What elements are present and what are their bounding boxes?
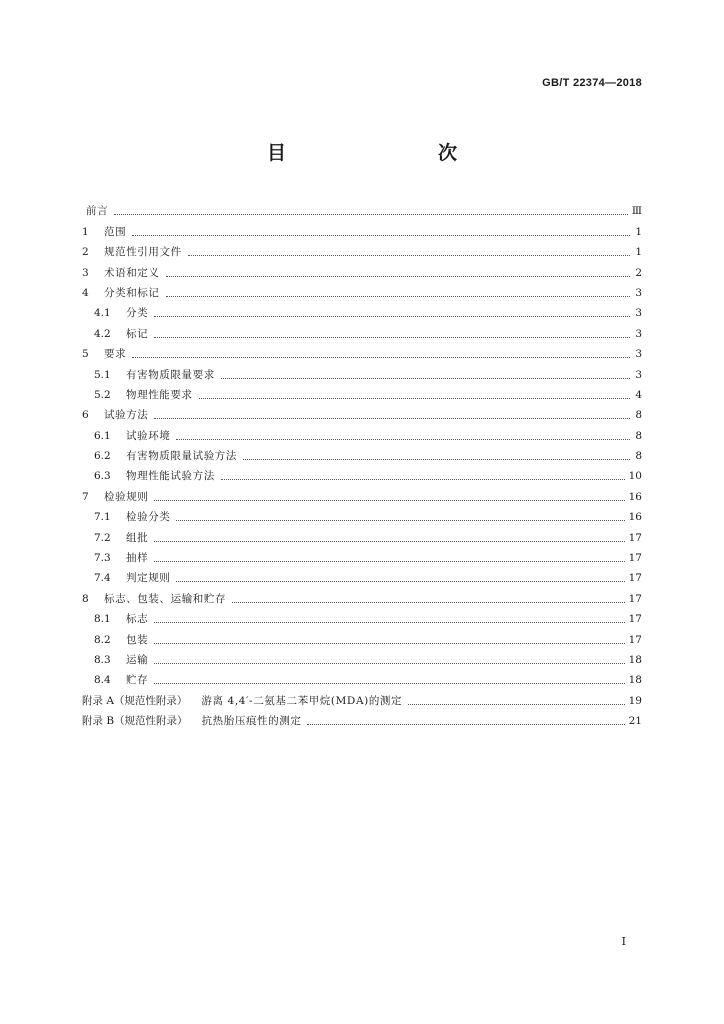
toc-entry-page: 18: [628, 674, 642, 687]
toc-entry-page: 10: [628, 470, 642, 483]
toc-entry[interactable]: [82, 647, 642, 667]
table-of-contents: [82, 198, 642, 728]
page-number: I: [621, 935, 626, 948]
toc-entry-title: 规范性引用文件: [104, 246, 182, 259]
toc-entry-page: 1: [635, 225, 642, 238]
toc-entry-page: 1: [635, 246, 642, 259]
toc-entry-title: 检验规则: [104, 490, 149, 503]
standard-code: GB/T 22374—2018: [542, 77, 642, 89]
toc-entry-number: 7: [82, 490, 89, 503]
toc-entry-page: 17: [628, 592, 642, 605]
toc-entry-page: 21: [628, 715, 642, 728]
toc-entry[interactable]: [82, 626, 642, 646]
toc-leader-dots: [199, 397, 630, 399]
toc-leader-dots: [154, 682, 624, 684]
toc-entry-title: 游离 4,4′-二氨基二苯甲烷(MDA)的测定: [201, 694, 403, 707]
toc-entry-number: 8.1: [94, 613, 111, 626]
toc-entry[interactable]: [82, 300, 642, 320]
toc-entry-number: 8.2: [94, 633, 111, 646]
toc-entry-number: 3: [82, 266, 89, 279]
toc-entry-title: 有害物质限量要求: [126, 368, 215, 381]
toc-leader-dots: [154, 621, 624, 623]
toc-leader-dots: [154, 642, 624, 644]
toc-entry-title: 物理性能试验方法: [126, 470, 215, 483]
toc-entry-title: 检验分类: [126, 511, 171, 524]
toc-leader-dots: [154, 560, 624, 562]
toc-entry-page: 18: [628, 653, 642, 666]
toc-entry[interactable]: [82, 280, 642, 300]
toc-entry-page: 3: [635, 348, 642, 361]
toc-entry-number: 8.4: [94, 674, 111, 687]
toc-entry-page: 17: [628, 633, 642, 646]
toc-leader-dots: [307, 723, 624, 725]
page-title: 目 次: [266, 142, 495, 164]
toc-entry[interactable]: [82, 565, 642, 585]
toc-entry-title: 判定规则: [126, 572, 171, 585]
toc-entry[interactable]: [82, 483, 642, 503]
toc-leader-dots: [232, 601, 625, 603]
toc-entry-title: 物理性能要求: [126, 388, 193, 401]
toc-entry-number: 2: [82, 246, 89, 259]
toc-entry[interactable]: [82, 687, 642, 707]
toc-entry-number: 5.2: [94, 388, 111, 401]
toc-entry-page: 2: [635, 266, 642, 279]
toc-leader-dots: [132, 356, 630, 358]
toc-entry[interactable]: [82, 667, 642, 687]
toc-entry-page: 3: [635, 368, 642, 381]
toc-entry-page: 17: [628, 552, 642, 565]
toc-entry-page: 3: [635, 307, 642, 320]
toc-leader-dots: [176, 438, 630, 440]
toc-leader-dots: [408, 703, 624, 705]
toc-entry-page: 19: [628, 694, 642, 707]
toc-entry-number: 8.3: [94, 653, 111, 666]
toc-entry-title: 有害物质限量试验方法: [126, 450, 237, 463]
toc-entry-number: 6: [82, 409, 89, 422]
toc-entry-page: 3: [635, 286, 642, 299]
toc-entry[interactable]: [82, 504, 642, 524]
toc-entry-title: 组批: [126, 531, 149, 544]
toc-leader-dots: [154, 417, 630, 419]
toc-entry[interactable]: [82, 382, 642, 402]
toc-leader-dots: [221, 377, 630, 379]
toc-entry-number: 5: [82, 348, 89, 361]
toc-entry-title: 分类和标记: [104, 286, 160, 299]
toc-entry-title: 运输: [126, 653, 149, 666]
toc-leader-dots: [154, 540, 624, 542]
toc-leader-dots: [132, 234, 630, 236]
toc-entry-title: 范围: [104, 225, 127, 238]
toc-leader-dots: [154, 336, 630, 338]
toc-entry-page: 16: [628, 490, 642, 503]
toc-entry-title: 抗热胎压痕性的测定: [201, 715, 302, 728]
toc-entry-number: 5.1: [94, 368, 111, 381]
toc-entry-title: 分类: [126, 307, 149, 320]
toc-entry-title: 前言: [86, 205, 109, 218]
toc-leader-dots: [243, 458, 630, 460]
toc-entry-title: 标志: [126, 613, 149, 626]
toc-leader-dots: [176, 580, 624, 582]
toc-entry-title: 包装: [126, 633, 149, 646]
toc-entry[interactable]: [82, 606, 642, 626]
toc-entry-number: 7.1: [94, 511, 111, 524]
toc-entry-number: 4: [82, 286, 89, 299]
toc-entry[interactable]: [82, 402, 642, 422]
toc-entry-number: 8: [82, 592, 89, 605]
toc-entry-number: 6.1: [94, 429, 111, 442]
toc-entry[interactable]: [82, 443, 642, 463]
toc-entry-number: 附录 B（规范性附录）: [82, 715, 188, 728]
toc-entry[interactable]: [82, 708, 642, 728]
toc-leader-dots: [154, 662, 624, 664]
toc-entry[interactable]: [82, 198, 642, 218]
toc-entry-number: 6.3: [94, 470, 111, 483]
toc-entry-number: 7.2: [94, 531, 111, 544]
toc-leader-dots: [114, 213, 628, 215]
toc-entry-title: 贮存: [126, 674, 149, 687]
toc-entry[interactable]: [82, 341, 642, 361]
toc-entry[interactable]: [82, 585, 642, 605]
toc-entry-page: 4: [635, 388, 642, 401]
toc-entry[interactable]: [82, 239, 642, 259]
toc-entry-number: 6.2: [94, 450, 111, 463]
toc-entry-number: 7.4: [94, 572, 111, 585]
toc-entry-number: 4.1: [94, 307, 111, 320]
toc-leader-dots: [176, 519, 624, 521]
toc-entry[interactable]: [82, 422, 642, 442]
toc-entry-page: 8: [635, 429, 642, 442]
toc-leader-dots: [166, 295, 631, 297]
toc-entry-page: 3: [635, 327, 642, 340]
toc-entry-number: 1: [82, 225, 89, 238]
toc-entry-number: 4.2: [94, 327, 111, 340]
toc-leader-dots: [166, 275, 631, 277]
toc-entry-title: 要求: [104, 348, 127, 361]
toc-entry[interactable]: [82, 218, 642, 238]
toc-entry[interactable]: [82, 259, 642, 279]
toc-entry-title: 试验环境: [126, 429, 171, 442]
toc-entry[interactable]: [82, 463, 642, 483]
toc-entry[interactable]: [82, 320, 642, 340]
toc-entry-page: 17: [628, 572, 642, 585]
toc-entry-page: Ⅲ: [631, 205, 642, 218]
toc-entry-page: 8: [635, 409, 642, 422]
toc-entry[interactable]: [82, 361, 642, 381]
toc-entry-title: 术语和定义: [104, 266, 160, 279]
toc-entry-number: 附录 A（规范性附录）: [82, 694, 188, 707]
toc-entry-page: 8: [635, 450, 642, 463]
toc-leader-dots: [154, 499, 624, 501]
toc-entry-title: 试验方法: [104, 409, 149, 422]
toc-entry-title: 标记: [126, 327, 149, 340]
toc-leader-dots: [221, 478, 625, 480]
toc-entry[interactable]: [82, 524, 642, 544]
toc-entry-number: 7.3: [94, 552, 111, 565]
toc-entry-page: 17: [628, 531, 642, 544]
toc-entry[interactable]: [82, 545, 642, 565]
toc-entry-page: 17: [628, 613, 642, 626]
toc-entry-title: 抽样: [126, 552, 149, 565]
toc-leader-dots: [154, 315, 630, 317]
toc-entry-page: 16: [628, 511, 642, 524]
toc-entry-title: 标志、包装、运输和贮存: [104, 592, 227, 605]
toc-leader-dots: [188, 254, 630, 256]
